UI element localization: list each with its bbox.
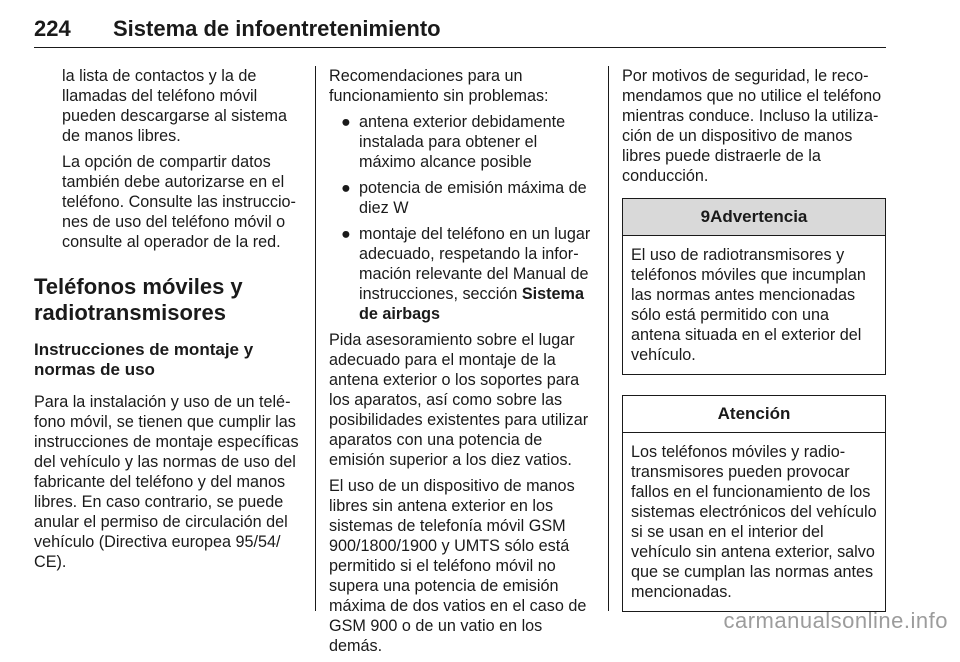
section-title: Teléfonos móviles y radiotransmisores xyxy=(34,274,243,325)
recommendations-intro: Recomendaciones para un funcionamiento sin problemas: xyxy=(329,67,549,105)
column-1 xyxy=(34,66,302,578)
recommendations-list xyxy=(329,112,593,324)
caution-box xyxy=(622,395,886,612)
subsection-title: Instrucciones de montaje y normas de uso xyxy=(34,340,254,379)
list-item xyxy=(329,224,593,324)
warning-header xyxy=(623,199,885,236)
list-item xyxy=(329,178,593,218)
column-2 xyxy=(329,66,593,662)
watermark: carmanualsonline.info xyxy=(723,608,948,633)
bullet-icon: ● xyxy=(341,225,351,243)
warning-body: El uso de radiotransmisores y teléfonos móviles que incumplan las normas antes mencionadas sólo está permitido con una antena situada en el exterior del vehículo. xyxy=(631,246,866,364)
page-header xyxy=(0,0,960,54)
column-divider-2 xyxy=(608,66,609,611)
page-title: Sistema de infoentretenimiento xyxy=(113,16,441,41)
header-rule xyxy=(34,47,886,48)
bullet-icon: ● xyxy=(341,113,351,131)
list-item xyxy=(329,112,593,172)
caution-title: Atención xyxy=(623,396,885,433)
airbag-section-reference: Sistema de airbags xyxy=(359,285,584,323)
column-3 xyxy=(622,66,886,612)
safety-paragraph: Por motivos de seguridad, le recomendamos que no utilice el teléfono mientras conduce. Incluso la utilización de un dispositivo de manos libres puede distraerle de la conducción. xyxy=(622,67,882,185)
data-sharing-paragraph: La opción de compartir datos también debe autorizarse en el teléfono. Consulte las instrucciones de uso del teléfono móvil o consulte al operador de la red. xyxy=(62,153,296,251)
page-number: 224 xyxy=(34,16,71,41)
column-divider-1 xyxy=(315,66,316,611)
list-item-text: antena exterior debidamente instalada para obtener el máximo alcance posible xyxy=(359,113,566,171)
contacts-paragraph: la lista de contactos y la de llamadas del teléfono móvil pueden descargarse al sistema de manos libres. xyxy=(62,67,287,145)
handsfree-gsm-paragraph: El uso de un dispositivo de manos libres sin antena exterior en los sistemas de telefonía móvil GSM 900/1800/1900 y UMTS sólo está permitido si el teléfono móvil no supera una potencia de emisión máxima de dos vatios en el caso de GSM 900 o de un vatio en los demás. xyxy=(329,477,587,655)
list-item-text: montaje del teléfono en un lugar adecuado, respetando la información relevante del Manual de instrucciones, sección xyxy=(359,225,591,303)
warning-title: Advertencia xyxy=(710,207,808,226)
caution-body: Los teléfonos móviles y radiotransmisores pueden provocar fallos en el funcionamiento de los sistemas electrónicos del vehículo si se usan en el interior del vehículo sin antena exterior, salvo que se cumplan las normas antes mencionadas. xyxy=(631,443,877,601)
bullet-icon: ● xyxy=(341,179,351,197)
installation-paragraph: Para la instalación y uso de un teléfono móvil, se tienen que cumplir las instrucciones de montaje específicas del vehículo y las normas de uso del fabricante del teléfono y del manos libres. En caso contrario, se puede anular el permiso de circulación del vehículo (Directiva europea 95/54/ CE). xyxy=(34,393,299,571)
warning-icon: 9 xyxy=(700,207,711,226)
list-item-text: potencia de emisión máxima de diez W xyxy=(359,179,587,217)
antenna-advice-paragraph: Pida asesoramiento sobre el lugar adecuado para el montaje de la antena exterior o los soportes para los aparatos, así como sobre las posibilidades existentes para utilizar aparatos con una potencia de emisión superior a los diez vatios. xyxy=(329,331,589,469)
warning-box xyxy=(622,198,886,375)
